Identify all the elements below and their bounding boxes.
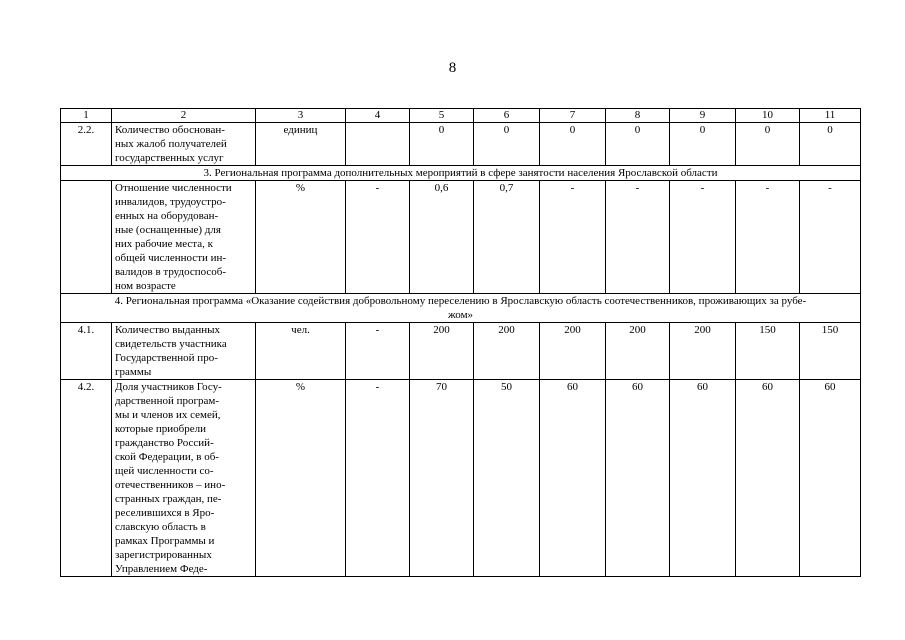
value-cell: - — [346, 181, 410, 294]
value-cell: 60 — [800, 380, 861, 577]
value-cell: - — [800, 181, 861, 294]
header-cell: 4 — [346, 109, 410, 123]
value-cell: 0 — [736, 123, 800, 166]
value-cell: 50 — [474, 380, 540, 577]
name-line: валидов в трудоспособ- — [115, 266, 227, 278]
header-cell: 3 — [256, 109, 346, 123]
name-line: славскую область в — [115, 521, 206, 533]
value-cell: 0,6 — [410, 181, 474, 294]
table-row — [61, 181, 861, 294]
header-cell: 2 — [112, 109, 256, 123]
table-row — [61, 323, 861, 380]
header-cell: 8 — [606, 109, 670, 123]
section-title-line: 4. Региональная программа «Оказание содействия добровольному переселению в Ярославскую область соотечественников, проживающих за рубе- — [114, 295, 807, 307]
row-number — [61, 181, 112, 294]
name-line: мы и членов их семей, — [115, 409, 221, 421]
value-cell: 0 — [410, 123, 474, 166]
name-line: рамках Программы и — [115, 535, 215, 547]
name-line: ном возрасте — [115, 280, 176, 292]
value-cell: 200 — [540, 323, 606, 380]
value-cell — [346, 123, 410, 166]
value-cell: 200 — [670, 323, 736, 380]
name-line: Количество выданных — [115, 324, 220, 336]
value-cell: 60 — [670, 380, 736, 577]
name-line: дарственной програм- — [115, 395, 219, 407]
name-line: которые приобрели — [115, 423, 206, 435]
name-line: Отношение численности — [115, 182, 232, 194]
name-line: граммы — [115, 366, 152, 378]
table-row — [61, 380, 861, 577]
value-cell: - — [606, 181, 670, 294]
row-number: 4.1. — [61, 323, 112, 380]
name-line: отечественников – ино- — [115, 479, 226, 491]
unit-cell: единиц — [256, 123, 346, 166]
header-cell: 5 — [410, 109, 474, 123]
value-cell: 60 — [540, 380, 606, 577]
value-cell: - — [670, 181, 736, 294]
name-line: щей численности со- — [115, 465, 214, 477]
indicator-name — [112, 181, 256, 294]
section-title — [61, 294, 861, 323]
header-cell: 9 — [670, 109, 736, 123]
header-cell: 10 — [736, 109, 800, 123]
name-line: инвалидов, трудоустро- — [115, 196, 226, 208]
value-cell: 0,7 — [474, 181, 540, 294]
header-cell: 7 — [540, 109, 606, 123]
unit-cell: % — [256, 380, 346, 577]
indicator-name — [112, 380, 256, 577]
value-cell: 200 — [474, 323, 540, 380]
name-line: зарегистрированных — [115, 549, 212, 561]
name-line: общей численности ин- — [115, 252, 227, 264]
value-cell: 0 — [606, 123, 670, 166]
unit-cell: чел. — [256, 323, 346, 380]
value-cell: 150 — [736, 323, 800, 380]
table-row — [61, 123, 861, 166]
name-line: Государственной про- — [115, 352, 218, 364]
section-row — [61, 294, 861, 323]
name-line: Управлением Феде- — [115, 563, 208, 575]
value-cell: 70 — [410, 380, 474, 577]
name-line: гражданство Россий- — [115, 437, 214, 449]
value-cell: 200 — [606, 323, 670, 380]
name-line: Доля участников Госу- — [115, 381, 222, 393]
value-cell: - — [346, 380, 410, 577]
header-cell: 1 — [61, 109, 112, 123]
value-cell: 60 — [736, 380, 800, 577]
name-line: Количество обоснован- — [115, 124, 225, 136]
value-cell: 0 — [474, 123, 540, 166]
value-cell: 0 — [540, 123, 606, 166]
name-line: ных жалоб получателей — [115, 138, 227, 150]
value-cell: - — [540, 181, 606, 294]
value-cell: 150 — [800, 323, 861, 380]
header-cell: 11 — [800, 109, 861, 123]
name-line: государственных услуг — [115, 152, 224, 164]
value-cell: 200 — [410, 323, 474, 380]
indicator-name — [112, 323, 256, 380]
name-line: енных на оборудован- — [115, 210, 219, 222]
name-line: реселившихся в Яро- — [115, 507, 215, 519]
header-cell: 6 — [474, 109, 540, 123]
name-line: ской Федерации, в об- — [115, 451, 219, 463]
section-title-line: жом» — [447, 309, 474, 321]
indicator-name — [112, 123, 256, 166]
value-cell: 0 — [670, 123, 736, 166]
name-line: свидетельств участника — [115, 338, 227, 350]
row-number: 2.2. — [61, 123, 112, 166]
section-row — [61, 166, 861, 181]
unit-cell: % — [256, 181, 346, 294]
value-cell: 60 — [606, 380, 670, 577]
value-cell: - — [736, 181, 800, 294]
indicators-table — [60, 108, 861, 577]
page-number: 8 — [448, 60, 457, 76]
header-row — [61, 109, 861, 123]
name-line: странных граждан, пе- — [115, 493, 222, 505]
value-cell: - — [346, 323, 410, 380]
name-line: ные (оснащенные) для — [115, 224, 221, 236]
value-cell: 0 — [800, 123, 861, 166]
section-title: 3. Региональная программа дополнительных мероприятий в сфере занятости населения Ярославской области — [61, 166, 861, 181]
name-line: них рабочие места, к — [115, 238, 213, 250]
row-number: 4.2. — [61, 380, 112, 577]
